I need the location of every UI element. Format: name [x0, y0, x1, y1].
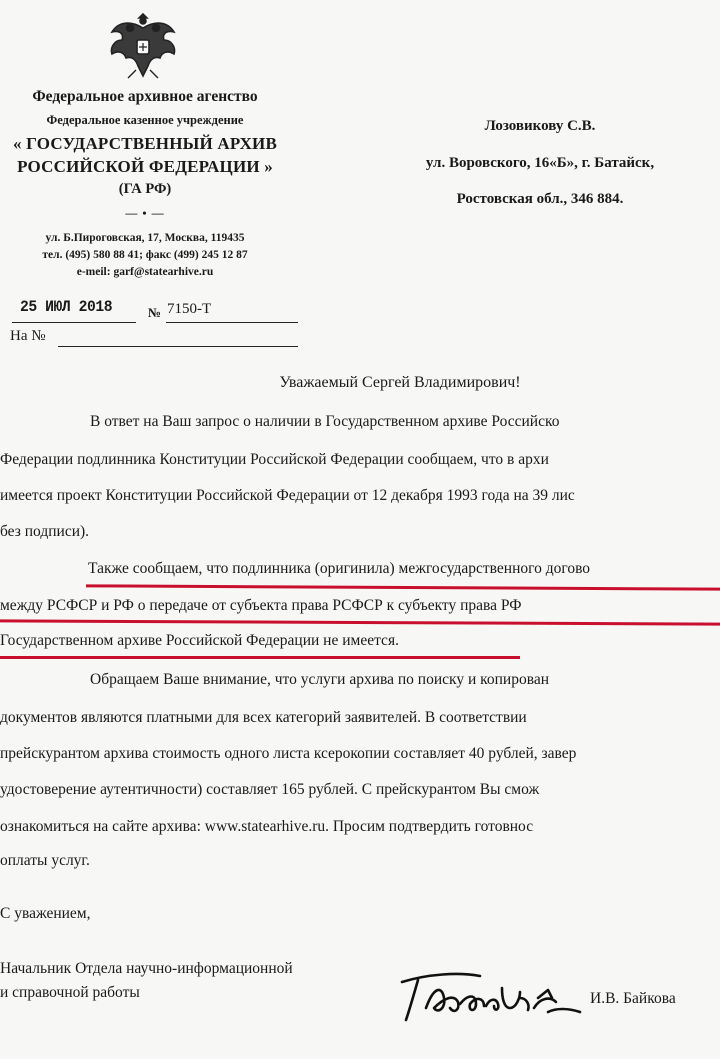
archive-abbreviation: (ГА РФ) [118, 181, 172, 197]
body-line: без подписи). [0, 523, 90, 540]
archive-email: e-meil: garf@statearhive.ru [76, 266, 214, 278]
recipient-region: Ростовская обл., 346 884. [456, 191, 624, 207]
red-underline [0, 656, 520, 659]
body-line-highlighted: Государственном архиве Российской Федерации не имеется. [0, 632, 399, 649]
recipient-name: Лозовикову С.В. [484, 118, 596, 134]
body-line: документов являются платными для всех категорий заявителей. В соответствии [0, 709, 527, 726]
reg-date-underline [12, 322, 136, 323]
salutation: Уважаемый Сергей Владимирович! [279, 374, 521, 391]
body-line: В ответ на Ваш запрос о наличии в Государственном архиве Российско [90, 413, 560, 430]
body-line-highlighted: Также сообщаем, что подлинника (оригинила) межгосударственного догово [88, 560, 591, 577]
reg-number-underline [166, 322, 298, 323]
red-underline [86, 584, 720, 590]
body-line: Федерации подлинника Конституции Российской Федерации сообщаем, что в архи [0, 451, 549, 468]
body-line: Обращаем Ваше внимание, что услуги архива по поиску и копирован [90, 671, 549, 688]
signer-name: И.В. Байкова [590, 990, 676, 1007]
letterhead-divider: — • — [125, 206, 165, 220]
body-line-highlighted: между РСФСР и РФ о передаче от субъекта права РСФСР к субъекту права РФ [0, 597, 522, 614]
reply-to-underline [58, 346, 298, 347]
institution-type: Федеральное казенное учреждение [46, 113, 244, 127]
red-underline [0, 619, 720, 625]
body-line: имеется проект Конституции Российской Федерации от 12 декабря 1993 года на 39 лис [0, 487, 575, 504]
closing: С уважением, [0, 905, 91, 922]
archive-address: ул. Б.Пироговская, 17, Москва, 119435 [45, 232, 245, 244]
reply-to-label: На № [10, 328, 46, 344]
body-line: удостоверение аутентичности) составляет 165 рублей. С прейскурантом Вы смож [0, 781, 540, 798]
body-line: оплаты услуг. [0, 852, 90, 869]
archive-name-line2: РОССИЙСКОЙ ФЕДЕРАЦИИ » [17, 157, 273, 176]
body-line: ознакомиться на сайте архива: www.statearhive.ru. Просим подтвердить готовнос [0, 818, 534, 835]
reg-number-label: № [148, 305, 162, 320]
recipient-street: ул. Воровского, 16«Б», г. Батайск, [425, 155, 655, 171]
archive-name-line1: « ГОСУДАРСТВЕННЫЙ АРХИВ [12, 134, 278, 153]
registration-date-stamp: 25 ИЮЛ 2018 [20, 298, 113, 316]
signer-title-line2: и справочной работы [0, 984, 140, 1001]
agency-name: Федеральное архивное агенство [32, 88, 258, 105]
signer-title-line1: Начальник Отдела научно-информационной [0, 960, 293, 977]
body-line: прейскурантом архива стоимость одного листа ксерокопии составляет 40 рублей, завер [0, 745, 577, 762]
coat-of-arms-icon [100, 10, 186, 82]
archive-phones: тел. (495) 580 88 41; факс (499) 245 12 87 [42, 249, 248, 261]
handwritten-signature-icon [398, 968, 583, 1024]
reg-number: 7150-Т [167, 301, 212, 317]
